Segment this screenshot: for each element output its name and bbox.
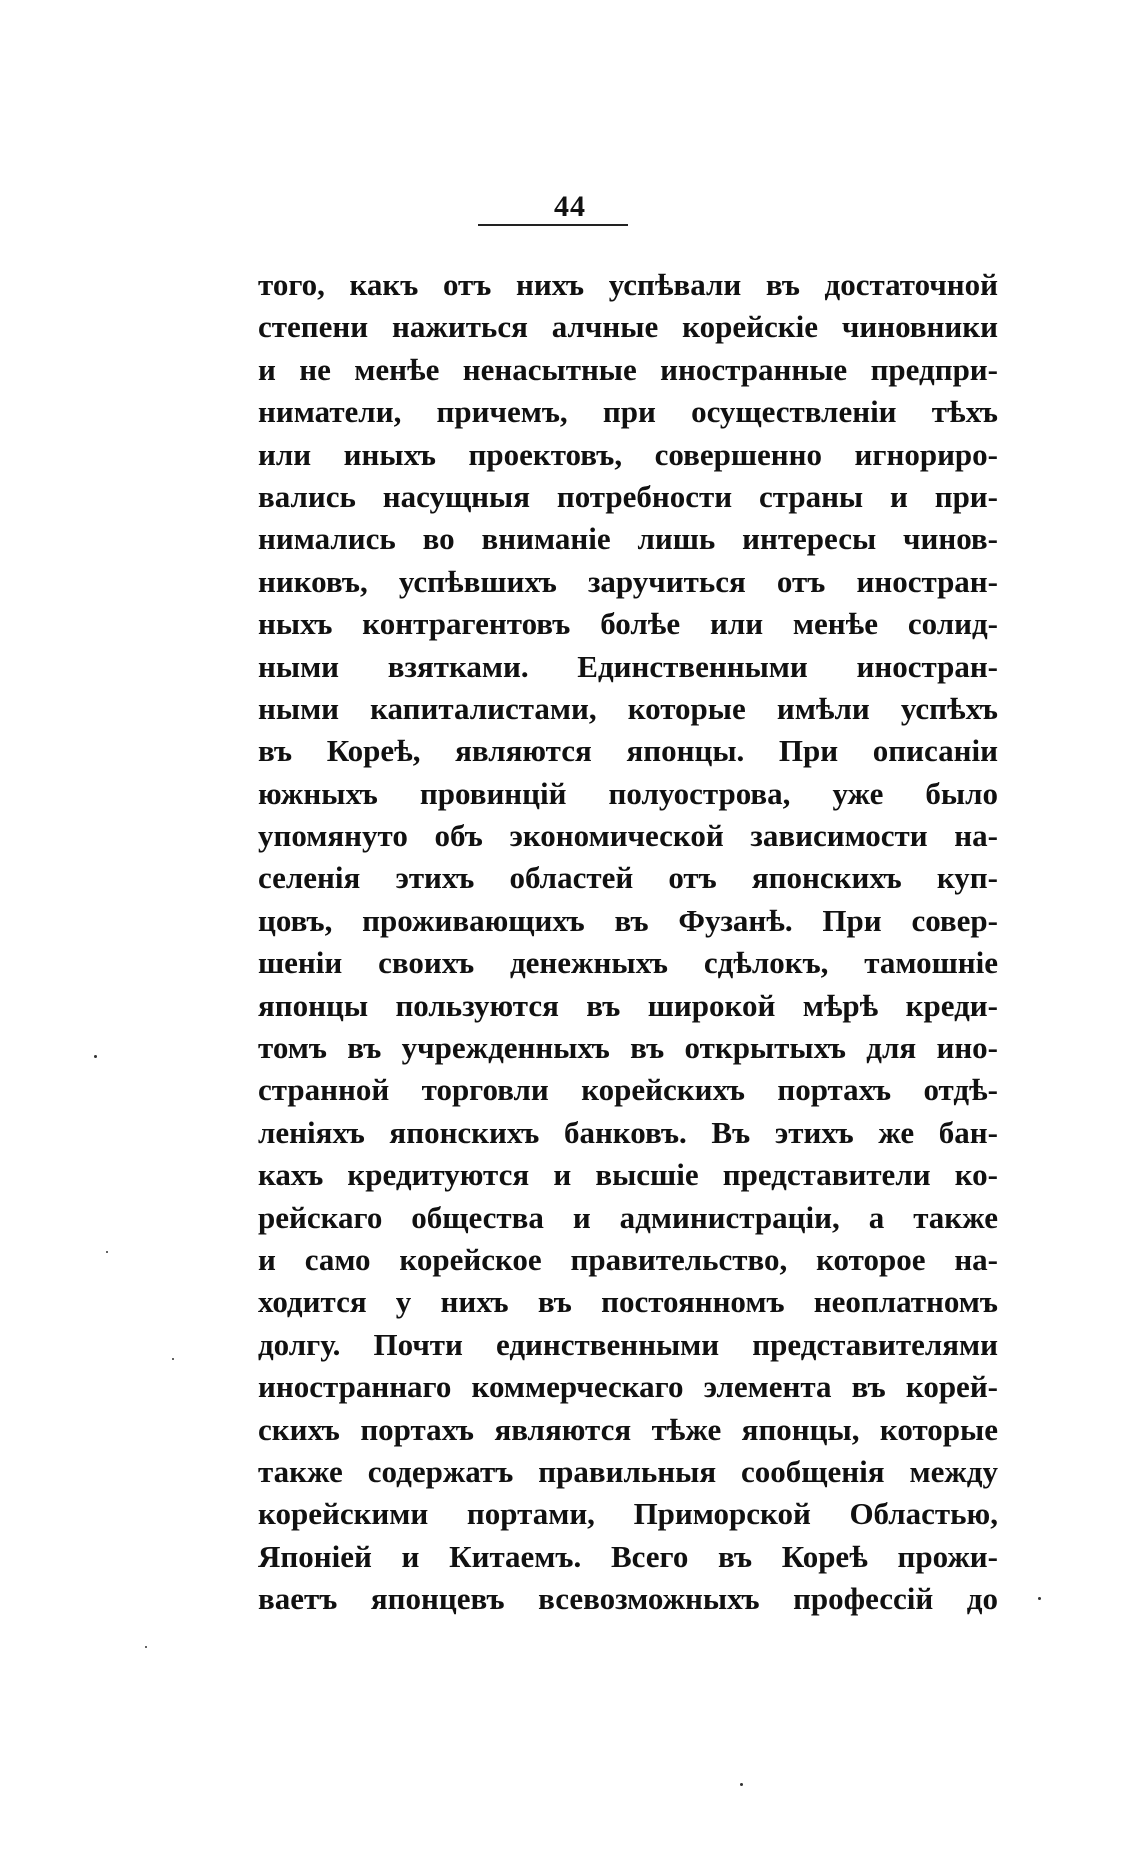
text-line: иностраннаго коммерческаго элемента въ корей- (258, 1369, 998, 1405)
text-line: кахъ кредитуются и высшіе представители ко- (258, 1157, 998, 1193)
text-line: цовъ, проживающихъ въ Фузанѣ. При совер- (258, 902, 998, 938)
text-line: въ Кореѣ, являются японцы. При описаніи (258, 733, 998, 769)
text-line: ныхъ контрагентовъ болѣе или менѣе солид- (258, 606, 998, 642)
text-line: ными капиталистами, которые имѣли успѣхъ (258, 690, 998, 726)
text-line: южныхъ провинцій полуострова, уже было (258, 775, 998, 811)
text-line: селенія этихъ областей отъ японскихъ куп- (258, 860, 998, 896)
scan-speck (1038, 1597, 1041, 1600)
text-line: скихъ портахъ являются тѣже японцы, которые (258, 1411, 998, 1447)
text-line: также содержатъ правильныя сообщенія между (258, 1453, 998, 1489)
text-line: рейскаго общества и администраціи, а также (258, 1199, 998, 1235)
scan-speck (172, 1358, 174, 1360)
text-line: шеніи своихъ денежныхъ сдѣлокъ, тамошніе (258, 945, 998, 981)
text-line: Японіей и Китаемъ. Всего въ Кореѣ прожи- (258, 1538, 998, 1574)
text-line: никовъ, успѣвшихъ заручиться отъ иностран- (258, 563, 998, 599)
text-line: или иныхъ проектовъ, совершенно игнориро- (258, 436, 998, 472)
header-rule (478, 224, 628, 226)
scan-speck (106, 1251, 108, 1253)
text-line: вались насущныя потребности страны и при- (258, 478, 998, 514)
text-line: ваетъ японцевъ всевозможныхъ профессій до (258, 1581, 998, 1617)
text-line: долгу. Почти единственными представителями (258, 1326, 998, 1362)
scan-speck (94, 1055, 97, 1058)
text-line: корейскими портами, Приморской Областью, (258, 1496, 998, 1532)
text-line: ниматели, причемъ, при осуществленіи тѣхъ (258, 394, 998, 430)
scan-speck (145, 1646, 147, 1648)
text-line: и само корейское правительство, которое на- (258, 1241, 998, 1277)
text-line: упомянуто объ экономической зависимости на- (258, 818, 998, 854)
text-line: томъ въ учрежденныхъ въ открытыхъ для ино- (258, 1030, 998, 1066)
text-line: ходится у нихъ въ постоянномъ неоплатномъ (258, 1284, 998, 1320)
text-line: степени нажиться алчные корейскіе чиновники (258, 309, 998, 345)
text-line: японцы пользуются въ широкой мѣрѣ креди- (258, 987, 998, 1023)
page-header (0, 190, 1140, 224)
body-text (258, 264, 998, 1621)
text-line: ными взятками. Единственными иностран- (258, 648, 998, 684)
text-line: странной торговли корейскихъ портахъ отдѣ- (258, 1072, 998, 1108)
text-line: нимались во вниманіе лишь интересы чинов- (258, 521, 998, 557)
page-number: 44 (554, 190, 586, 223)
text-line: леніяхъ японскихъ банковъ. Въ этихъ же бан- (258, 1114, 998, 1150)
scan-speck (740, 1783, 743, 1786)
text-line: того, какъ отъ нихъ успѣвали въ достаточной (258, 267, 998, 302)
text-line: и не менѣе ненасытные иностранные предпри- (258, 351, 998, 387)
